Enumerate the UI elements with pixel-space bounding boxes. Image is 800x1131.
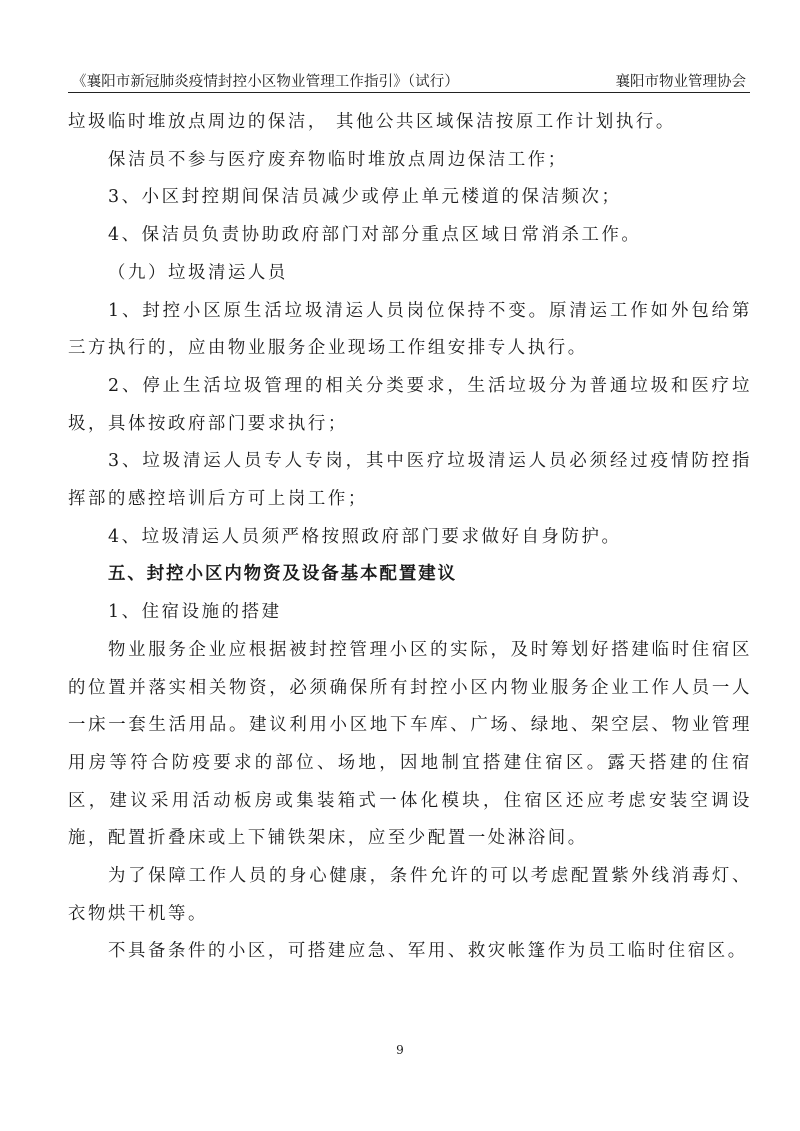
- list-item: 2、停止生活垃圾管理的相关分类要求，生活垃圾分为普通垃圾和医疗垃圾，具体按政府部门要求执行；: [68, 375, 752, 434]
- page-number: 9: [396, 1043, 404, 1057]
- page-header: [68, 70, 750, 93]
- paragraph: 物业服务企业应根据被封控管理小区的实际，及时筹划好搭建临时住宿区的位置并落实相关物资，必须确保所有封控小区内物业服务企业工作人员一人一床一套生活用品。建议利用小区地下车库、广场、绿地、架空层、物业管理用房等符合防疫要求的部位、场地，因地制宜搭建住宿区。露天搭建的住宿区，建议采用活动板房或集装箱式一体化模块，住宿区还应考虑安装空调设施，配置折叠床或上下铺铁架床，应至少配置一处淋浴间。: [68, 639, 752, 849]
- list-item: 4、垃圾清运人员须严格按照政府部门要求做好自身防护。: [108, 526, 622, 547]
- list-item: 3、垃圾清运人员专人专岗，其中医疗垃圾清运人员必须经过疫情防控指挥部的感控培训后方可上岗工作；: [68, 451, 752, 510]
- subsection-heading: 1、住宿设施的搭建: [108, 602, 282, 623]
- list-item: 3、小区封控期间保洁员减少或停止单元楼道的保洁频次；: [108, 187, 622, 208]
- section-heading: 五、封控小区内物资及设备基本配置建议: [108, 564, 458, 585]
- organization-name: 襄阳市物业管理协会: [615, 74, 746, 90]
- paragraph-continuation: 垃圾临时堆放点周边的保洁， 其他公共区域保洁按原工作计划执行。: [68, 112, 676, 132]
- section-subheading: （九）垃圾清运人员: [108, 262, 288, 283]
- document-title: 《襄阳市新冠肺炎疫情封控小区物业管理工作指引》（试行）: [72, 74, 459, 90]
- list-item: 4、保洁员负责协助政府部门对部分重点区域日常消杀工作。: [108, 225, 642, 246]
- paragraph: 保洁员不参与医疗废弃物临时堆放点周边保洁工作；: [108, 149, 568, 170]
- paragraph: 不具备条件的小区，可搭建应急、军用、救灾帐篷作为员工临时住宿区。: [108, 941, 748, 962]
- list-item: 1、封控小区原生活垃圾清运人员岗位保持不变。原清运工作如外包给第三方执行的，应由物业服务企业现场工作组安排专人执行。: [68, 300, 752, 359]
- document-body: [68, 104, 752, 971]
- paragraph: 为了保障工作人员的身心健康，条件允许的可以考虑配置紫外线消毒灯、衣物烘干机等。: [68, 866, 752, 924]
